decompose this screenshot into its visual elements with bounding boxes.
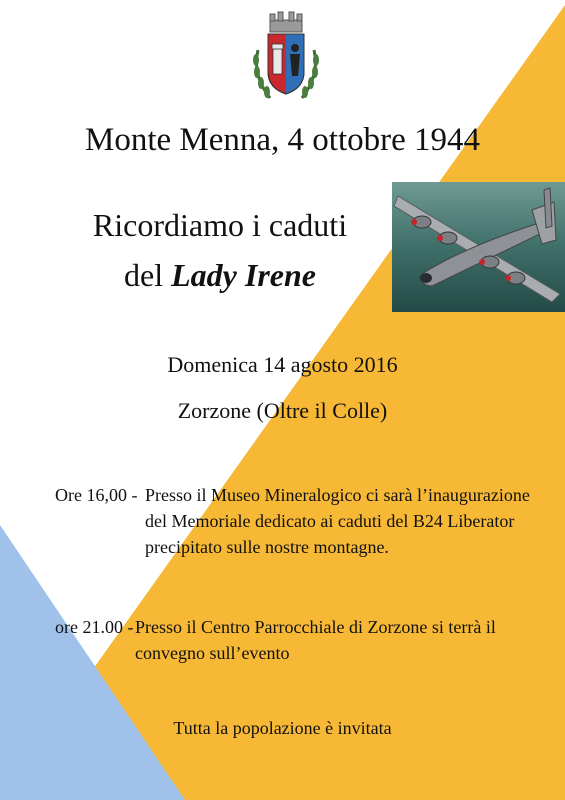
subtitle-line-1: Ricordiamo i caduti bbox=[92, 207, 348, 243]
event-place: Zorzone (Oltre il Colle) bbox=[177, 398, 388, 423]
program-description: Presso il Centro Parrocchiale di Zorzone si terrà il convegno sull’evento bbox=[135, 617, 496, 663]
program-time: Ore 16,00 - bbox=[55, 485, 138, 505]
subtitle-line-2-prefix: del bbox=[124, 257, 172, 293]
memorial-subtitle bbox=[40, 200, 400, 300]
program-time: ore 21.00 - bbox=[55, 617, 134, 637]
page-title: Monte Menna, 4 ottobre 1944 bbox=[84, 122, 481, 158]
aircraft-name: Lady Irene bbox=[171, 257, 316, 293]
invitation-text: Tutta la popolazione è invitata bbox=[173, 718, 392, 738]
b24-bomber-photo bbox=[392, 182, 565, 312]
program-description: Presso il Museo Mineralogico ci sarà l’inaugurazione del Memoriale dedicato ai caduti del B24 Liberator precipitato sulle nostre montagne. bbox=[145, 485, 530, 557]
event-date: Domenica 14 agosto 2016 bbox=[167, 352, 398, 377]
municipal-coat-of-arms-icon bbox=[248, 10, 324, 105]
